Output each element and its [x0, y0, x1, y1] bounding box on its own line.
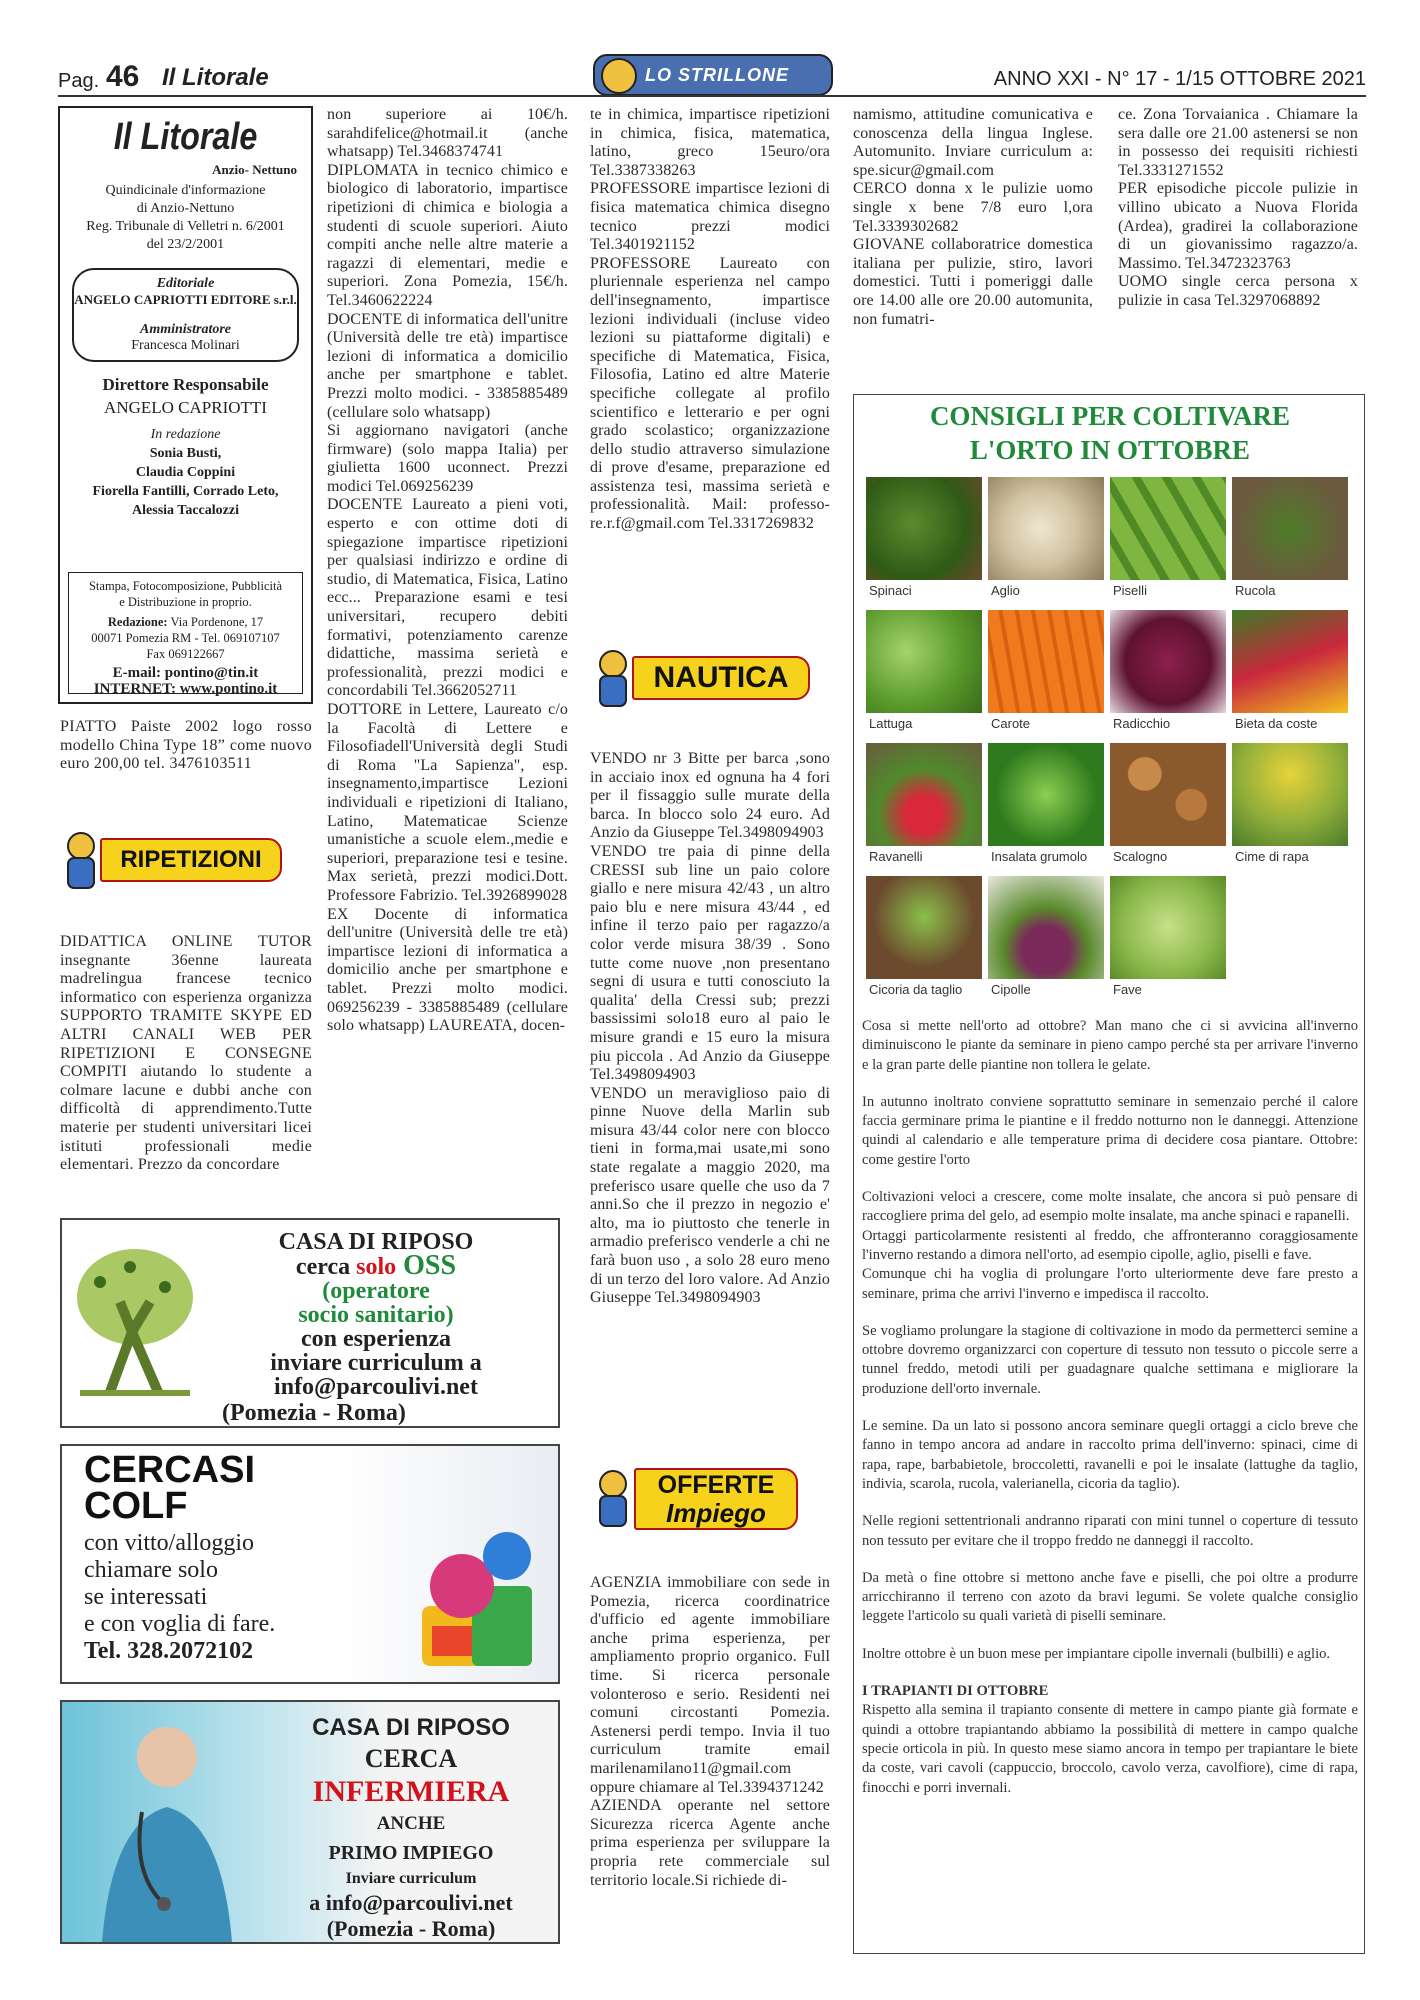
page-label: Pag. — [58, 70, 100, 92]
casa1-line: con esperienza — [301, 1326, 451, 1352]
amministratore-name: Francesca Molinari — [131, 338, 240, 353]
masthead-title: Il Litorale — [113, 116, 258, 158]
offerte-tag — [634, 1468, 798, 1530]
article-paragraph: Inoltre ottobre è un buon mese per impiantare cipolle invernali (bulbilli) e aglio. — [862, 1645, 1331, 1662]
ripetizioni-label: RIPETIZIONI — [120, 846, 262, 873]
redazione-label: In redazione — [150, 427, 221, 442]
colf-line: e con voglia di fare. — [84, 1611, 276, 1637]
nautica-banner — [592, 648, 810, 708]
fax-line: Fax 069122667 — [146, 647, 225, 661]
issue-info: ANNO XXI - N° 17 - 1/15 OTTOBRE 2021 — [993, 68, 1366, 90]
casa1-line: (operatore — [322, 1278, 430, 1304]
masthead — [58, 106, 313, 704]
orto-article — [853, 394, 1365, 1954]
colf-line: chiamare solo — [84, 1557, 218, 1583]
casa1-line2 — [192, 1250, 560, 1281]
article-paragraph: Coltivazioni veloci a crescere, come molte insalate, che ancora si può pensare di raccogliere prima del gelo, ad esempio molte insalate, ma anche spinaci e rapanelli. Ortaggi particolarmente resistenti al freddo, che affronteranno coraggiosamente l'inverno restando a dimora nell'orto, ad esempio cipolle, aglio, piselli e fave. Comunque chi ha voglia di prolungare l'orto ulteriormente deve fare presto a seminare, prima che arrivi l'inverno e impedisca il raccolto. — [862, 1189, 1358, 1302]
colf-line: con vitto/alloggio — [84, 1530, 254, 1556]
ripetizioni-tag — [100, 838, 282, 882]
casa1-cerca: cerca — [295, 1254, 357, 1280]
casa1-oss: OSS — [396, 1250, 457, 1281]
colf-line: se interessati — [84, 1584, 208, 1610]
strillone-mascot-icon — [601, 58, 637, 94]
casa1-solo: solo — [356, 1254, 397, 1280]
strillone-logo — [593, 54, 833, 96]
mascot-icon — [592, 648, 634, 708]
article-title — [854, 399, 1366, 467]
stampa-line: Stampa, Fotocomposizione, Pubblicità — [88, 579, 283, 593]
desc-line: Reg. Tribunale di Velletri n. 6/2001 — [86, 219, 285, 234]
article-title-line2: L'ORTO IN OTTOBRE — [969, 435, 1251, 465]
impiego-label: Impiego — [666, 1498, 766, 1528]
casa2-line: Inviare curriculum — [345, 1870, 477, 1887]
masthead-staff — [58, 374, 313, 520]
casa1-text — [192, 1230, 560, 1399]
colf-line2: COLF — [84, 1485, 188, 1527]
col2-ads: non superiore ai 10€/h. sarahdifelice@hotmail.it (anche whatsapp) Tel.3468374741 DIPLOMATA in tecnico chimico e biologico di laboratorio, impartisce ripetizioni di chimica e biologia a studenti di scuole superiori. Aiuto compiti anche nelle altre materie a ragazzi di elementari, medie e superiori. Zona Pomezia, 15€/h. Tel.3460622224 DOCENTE di informatica dell'unitre (Università delle tre età) impartisce lezioni di informatica a domicilio anche per smartphone e tablet. Prezzi molto modici. - 3385885489 (cellulare solo whatsapp) Si aggiornano navigatori (anche firmware) (solo mappa Italia) per giulietta 1600 uconnect. Prezzi modici Tel.069256239 DOCENTE Laureato a pieni voti, esperto e con ottime doti di spiegazione impartisce ripetizioni per qualsiasi indirizzo e ordine di studio, di Matematica, Fisica, Latino ecc... Preparazione esami e tesi universitari, recupero debiti formativi, potenziamento carenze didattiche, massima serietà e professionalità, prezzi modici e concordabili Tel.3662052711 DOTTORE in Lettere, Laureato c/o la Facoltà di Lettere e Filosofiadell'Università degli Studi di Roma "La Sapienza", esp. insegnamento,impartisce Lezioni individuali e ripetizioni di Italiano, Latino, Matematicae Scienze umanistiche a scuole elem.,medie e superiori, preparazione tesi e tesine. Max serietà, prezzi modici.Dott. Professore Fabrizio. Tel.3926899028 EX Docente di informatica dell'unitre (Università delle tre età) impartisce lezioni di informatica a domicilio anche per smartphone e tablet. Prezzi molto modici. 069256239 - 3385885489 (cellulare solo whatsapp) LAUREATA, docen- — [327, 106, 568, 1035]
cercasi-colf-ad — [60, 1444, 560, 1684]
stampa-box — [68, 572, 303, 697]
staff-line: Alessia Taccalozzi — [132, 503, 239, 518]
photo-cipolle: Cipolle — [988, 876, 1104, 1001]
colf-line1: CERCASI — [84, 1449, 256, 1491]
photo-ravanelli: Ravanelli — [866, 743, 982, 868]
nautica-ads: VENDO nr 3 Bitte per barca ,sono in acciaio inox ed ognuna ha 4 fori per il fissaggio sulle murate della barca. In blocco solo 24 euro. Ad Anzio da Giuseppe Tel.3498094903 VENDO tre paia di pinne della CRESSI sub line un paio colore giallo e nere misura 42/43 , un altro paio blu e nere misura 43/44 , ed infine il terzo paio per ragazzo/a color verde misura 38/39 . Sono tutte come nuove ,non presentano segni di usura e tutti conosciuto la qualita' della Cressi sub; prezzi bassissimi solo18 euro al paio le misure grandi e 15 euro la misura piu piccola . Ad Anzio da Giuseppe Tel.3498094903 VENDO un meraviglioso paio di pinne Nuove della Marlin sub misura 43/44 color nere con blocco tieni in forma,mai usate,mi sono state regalate a maggio 2020, ma preferisco usare quelle che uso da 7 anni.So che il prezzo in negozio e' alto, ma io piuttosto che tenerle in armadio preferisco venderle a chi ne farà buon uso , a solo 28 euro meno di un terzo del loro valore. Ad Anzio Giuseppe Tel.3498094903 — [590, 750, 830, 1307]
desc-line: del 23/2/2001 — [146, 237, 225, 252]
desc-line: di Anzio-Nettuno — [136, 201, 235, 216]
internet-line[interactable]: INTERNET: www.pontino.it — [93, 681, 278, 697]
redazione-address — [69, 614, 302, 630]
photo-radicchio: Radicchio — [1110, 610, 1226, 735]
colf-phone: Tel. 328.2072102 — [84, 1638, 254, 1664]
article-body — [862, 1017, 1358, 1798]
nurse-figure-icon — [72, 1712, 262, 1942]
casa1-line: inviare curriculum a — [270, 1350, 482, 1376]
casa2-line: a info@parcoulivi.net — [309, 1890, 513, 1915]
nautica-tag — [632, 656, 810, 700]
article-paragraph: Cosa si mette nell'orto ad ottobre? Man mano che ci si avvicina all'inverno diminuiscono le piante da seminare in pieno campo perché sta per arrivare l'inverno e la gran parte delle piantine non tollera le gelate. — [862, 1018, 1358, 1073]
editoriale-label: Editoriale — [156, 276, 215, 291]
strillone-logo-text: LO STRILLONE — [645, 65, 789, 85]
mascot-icon — [592, 1468, 634, 1528]
editoriale-name: ANGELO CAPRIOTTI EDITORE s.r.l. — [74, 292, 297, 307]
redazione-addr: Via Pordenone, 17 — [170, 615, 264, 629]
photo-aglio: Aglio — [988, 477, 1104, 602]
photo-carote: Carote — [988, 610, 1104, 735]
casa-riposo-infermiera-ad — [60, 1700, 560, 1944]
photo-scalogno: Scalogno — [1110, 743, 1226, 868]
article-paragraph: Rispetto alla semina il trapianto consente di mettere in campo piante già formate e quindi a ottobre trapiantando abbiamo la possibilità di mettere in campo qualche specie orticola in più. In questo mese siamo ancora in tempo per trapiantare le biete da coste, vari cavoli (cappuccio, broccolo, cavolo verza, cavolfiore), cime di rapa, finocchi e porri invernali. — [862, 1702, 1358, 1796]
casa2-infermiera: INFERMIERA — [312, 1775, 510, 1808]
desc-line: Quindicinale d'informazione — [105, 183, 266, 198]
article-paragraph: Se vogliamo prolungare la stagione di coltivazione in modo da permetterci semine a ottobre dovremo organizzarci con coperture di tessuto non tessuto o piccole serre a tunnel freddo, metodi utili per guadagnare qualche settimana e migliorare la produzione dell'orto invernale. — [862, 1322, 1358, 1397]
article-paragraph: In autunno inoltrato conviene soprattutto seminare in semenzaio perché il calore faccia germinare prima le piantine e il freddo notturno non le danneggi. Attenzione quindi al calendario e alle temperature prima di decidere cosa piantare. Ottobre: come gestire l'orto — [862, 1093, 1358, 1168]
stampa-line: e Distribuzione in proprio. — [119, 595, 252, 609]
header-rule — [58, 95, 1366, 97]
masthead-subtitle: Anzio- Nettuno — [212, 162, 297, 177]
nautica-label: NAUTICA — [653, 661, 789, 694]
photo-rucola: Rucola — [1232, 477, 1348, 602]
col5-ads: ce. Zona Torvaianica . Chiamare la sera dalle ore 21.00 astenersi se non in possesso dei requisiti richiesti Tel.3331271552 PER episodiche piccole pulizie in villino ubicato a Nuova Florida (Ardea), gradirei la collaborazione di un giovanissimo ragazzo/a. Massimo. Tel.3472323763 UOMO single cerca persona x pulizie in casa Tel.3297068892 — [1118, 106, 1358, 309]
amministratore-label: Amministratore — [139, 322, 232, 337]
staff-line: Fiorella Fantilli, Corrado Leto, — [92, 484, 279, 499]
casa1-line: info@parcoulivi.net — [274, 1374, 478, 1400]
paper-name-header: Il Litorale — [162, 64, 269, 91]
olive-tree-icon — [70, 1242, 200, 1402]
col3-ads-top: te in chimica, impartisce ripetizioni in chimica, fisica, matematica, latino, greco 15euro/ora Tel.3387338263 PROFESSORE impartisce lezioni di fisica matematica chimica disegno tecnico prezzi modici Tel.3401921152 PROFESSORE Laureato con pluriennale esperienza nel campo dell'insegnamento, impartisce lezioni individuali (incluse video lezioni su piattaforme digitali) e specifiche di Matematica, Fisica, Filosofia, Latino ed altre Materie specifiche collegate al profilo scientifico e letterario e per ogni grado scolastico; organizzazione dello studio attraverso simulazione di prove d'esame, preparazione ed assistenza tesi, massima serietà e professionalità. Mail: professo-re.r.f@gmail.com Tel.3317269832 — [590, 106, 830, 533]
photo-insalata: Insalata grumolo — [988, 743, 1104, 868]
casa2-line: CASA DI RIPOSO — [312, 1714, 510, 1741]
photo-cime-rapa: Cime di rapa — [1232, 743, 1348, 868]
offerte-ads: AGENZIA immobiliare con sede in Pomezia, ricerca coordinatrice d'ufficio ed agente immobiliare anche prima esperienza, per ampliamento proprio organico. Full time. Si ricerca personale volonteroso e serio. Residenti nei comuni circostanti Pomezia. Astenersi perdi tempo. Invia il tuo curriculum tramite email marilenamilano11@gmail.com oppure chiamare al Tel.3394371242 AZIENDA operante nel settore Sicurezza ricerca Agente anche prima esperienza per sviluppare la propria rete commerciale sul territorio locale.Si richiede di- — [590, 1574, 830, 1889]
casa2-line: CERCA — [364, 1744, 458, 1773]
photo-fave: Fave — [1110, 876, 1226, 1001]
direttore-label: Direttore Responsabile — [102, 375, 269, 394]
casa1-line: socio sanitario) — [298, 1302, 454, 1328]
email-line[interactable]: E-mail: pontino@tin.it — [112, 665, 259, 681]
photo-piselli: Piselli — [1110, 477, 1226, 602]
photo-cicoria: Cicoria da taglio — [866, 876, 982, 1001]
masthead-desc — [58, 182, 313, 254]
photo-lattuga: Lattuga — [866, 610, 982, 735]
casa2-line: PRIMO IMPIEGO — [328, 1842, 494, 1864]
article-paragraph: Da metà o fine ottobre si mettono anche fave e piselli, che poi oltre a produrre arricchiranno il terreno con azoto da bravi legumi. Se volete qualche consiglio leggete l'articolo su quali varietà di piselli seminare. — [862, 1569, 1358, 1625]
offerte-label: OFFERTE — [657, 1471, 775, 1499]
staff-line: Sonia Busti, — [149, 446, 222, 461]
ripetizioni-banner — [60, 830, 282, 890]
cleaning-supplies-icon — [402, 1516, 552, 1676]
colf-title — [84, 1449, 256, 1527]
article-title-line1: CONSIGLI PER COLTIVARE — [929, 401, 1291, 431]
casa2-line: (Pomezia - Roma) — [326, 1916, 496, 1941]
colf-body — [84, 1530, 275, 1665]
article-paragraph: Nelle regioni settentrionali andranno riparati con mini tunnel o coperture di tessuto non tessuto per evitare che il troppo freddo ne danneggi il raccolto. — [862, 1513, 1358, 1549]
page-number: 46 — [106, 60, 140, 93]
article-subheading: I TRAPIANTI DI OTTOBRE — [862, 1683, 1049, 1700]
editoriale-box — [72, 268, 299, 362]
casa1-location: (Pomezia - Roma) — [222, 1400, 406, 1426]
piatto-ad: PIATTO Paiste 2002 logo rosso modello China Type 18” come nuovo euro 200,00 tel. 3476103511 — [60, 718, 312, 773]
direttore-name: ANGELO CAPRIOTTI — [104, 398, 267, 417]
casa1-line: CASA DI RIPOSO — [278, 1229, 474, 1255]
photo-spinaci: Spinaci — [866, 477, 982, 602]
page-header — [58, 60, 1366, 94]
photo-grid — [866, 477, 1354, 1009]
didattica-ad: DIDATTICA ONLINE TUTOR insegnante 36enne laureata madrelingua francese tecnico informatico con esperienza organizza SUPPORTO TRAMITE SKYPE ED ALTRI CANALI WEB PER RIPETIZIONI E CONSEGNE COMPITI aiutando lo studente a colmare lacune e dubbi anche con difficoltà di apprendimento.Tutte materie per studenti universitari licei istituti professionali medie elementari. Prezzo da concordare — [60, 933, 312, 1174]
redazione-addr-label: Redazione: — [107, 615, 168, 629]
photo-bieta: Bieta da coste — [1232, 610, 1348, 735]
address-line: 00071 Pomezia RM - Tel. 069107107 — [91, 631, 280, 645]
casa-riposo-oss-ad — [60, 1218, 560, 1428]
offerte-banner — [592, 1462, 798, 1536]
col4-ads: namismo, attitudine comunicativa e conoscenza della lingua Inglese. Automunito. Inviare curriculum a: spe.sicur@gmail.com CERCO donna x le pulizie uomo single x bene 7/8 euro l,ora Tel.3339302682 GIOVANE collaboratrice domestica italiana per pulizie, stiro, lavori domestici. Tutti i pomeriggi dalle ore 14.00 alle ore 20.00 automunita, non fumatri- — [853, 106, 1093, 328]
casa2-line: ANCHE — [376, 1813, 446, 1834]
article-paragraph: Le semine. Da un lato si possono ancora seminare quegli ortaggi a ciclo breve che fanno in tempo ancora ad andare in raccolto prima dell'inverno: spinaci, cime di rapa, rape, barbabietole, broccoletti, ravanelli e poi le insalate (lattughe da taglio, indivia, scarola, rucola, valerianella, cicoria da taglio). — [862, 1418, 1358, 1492]
staff-line: Claudia Coppini — [135, 465, 236, 480]
mascot-icon — [60, 830, 102, 890]
casa2-text — [262, 1712, 560, 1942]
